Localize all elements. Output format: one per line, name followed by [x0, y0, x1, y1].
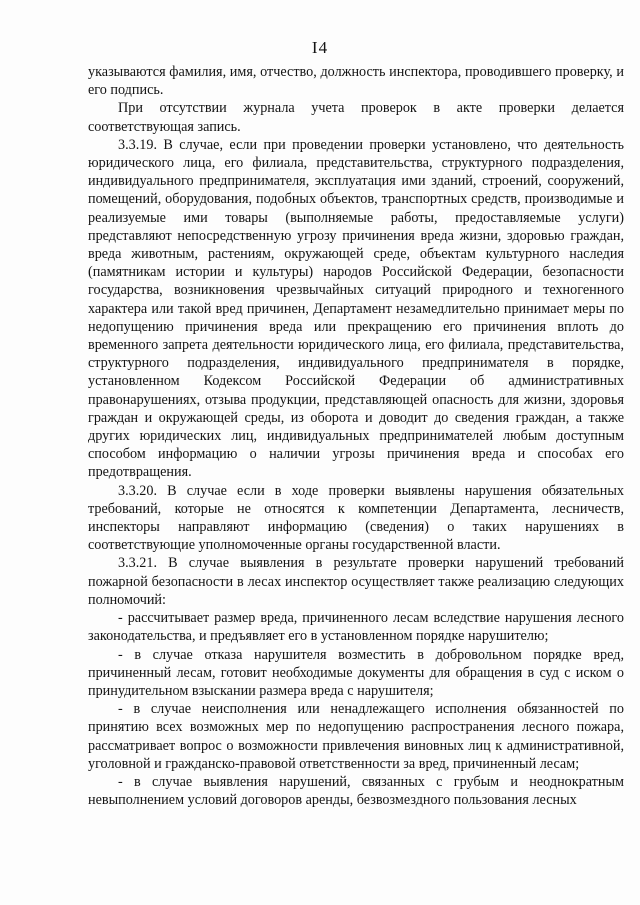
paragraph-3-3-19: 3.3.19. В случае, если при проведении проверки установлено, что деятельность юридического лица, его филиала, представительства, структурного подразделения, индивидуального предпринимателя, эксплуатация ими зданий, строений, сооружений, помещений, оборудования, подобных объектов, транспортных средств, производимые и реализуемые ими товары (выполняемые работы, предоставляемые услуги) представляют непосредственную угрозу причинения вреда жизни, здоровью граждан, вреда животным, растениям, окружающей среде, объектам культурного наследия (памятникам истории и культуры) народов Российской Федерации, безопасности государства, возникновения чрезвычайных ситуаций природного и техногенного характера или такой вред причинен, Департамент незамедлительно принимает меры по недопущению причинения вреда или прекращению его причинения вплоть до временного запрета деятельности юридического лица, его филиала, представительства, структурного подразделения, индивидуального предпринимателя в порядке, установленном Кодексом Российской Федерации об административных правонарушениях, отзыва продукции, представляющей опасность для жизни, здоровья граждан и окружающей среды, из оборота и доводит до сведения граждан, а также других юридических лиц, индивидуальных предпринимателей любым доступным способом информацию о наличии угрозы причинения вреда и способах его предотвращения. — [88, 136, 624, 481]
paragraph-inspector-signature: указываются фамилия, имя, отчество, должность инспектора, проводившего проверку, и его подпись. — [88, 64, 624, 99]
paragraph-3-3-21: 3.3.21. В случае выявления в результате проверки нарушений требований пожарной безопасности в лесах инспектор осуществляет также реализацию следующих полномочий: — [88, 555, 624, 608]
list-item-contract-violations: - в случае выявления нарушений, связанных с грубым и неоднократным невыполнением условий договоров аренды, безвозмездного пользования лесных — [88, 773, 624, 809]
document-body — [88, 63, 624, 809]
list-item-court-claim: - в случае отказа нарушителя возместить в добровольном порядке вред, причиненный лесам, готовит необходимые документы для обращения в суд с иском о принудительном взыскании размера вреда с нарушителя; — [88, 646, 624, 699]
page-number: I4 — [311, 38, 329, 57]
list-item-liability: - в случае неисполнения или ненадлежащего исполнения обязанностей по принятию всех возможных мер по недопущению распространения лесного пожара, рассматривает вопрос о возможности привлечения виновных лиц к административной, уголовной и гражданско-правовой ответственности за вред, причиненный лесам; — [88, 701, 624, 772]
list-item-damage-calculation: - рассчитывает размер вреда, причиненного лесам вследствие нарушения лесного законодательства, и предъявляет его в установленном порядке нарушителю; — [88, 610, 624, 645]
paragraph-3-3-20: 3.3.20. В случае если в ходе проверки выявлены нарушения обязательных требований, которые не относятся к компетенции Департамента, лесничеств, инспекторы направляют информацию (сведения) о таких нарушениях в соответствующие уполномоченные органы государственной власти. — [88, 482, 624, 554]
paragraph-missing-journal: При отсутствии журнала учета проверок в акте проверки делается соответствующая запись. — [88, 100, 624, 135]
